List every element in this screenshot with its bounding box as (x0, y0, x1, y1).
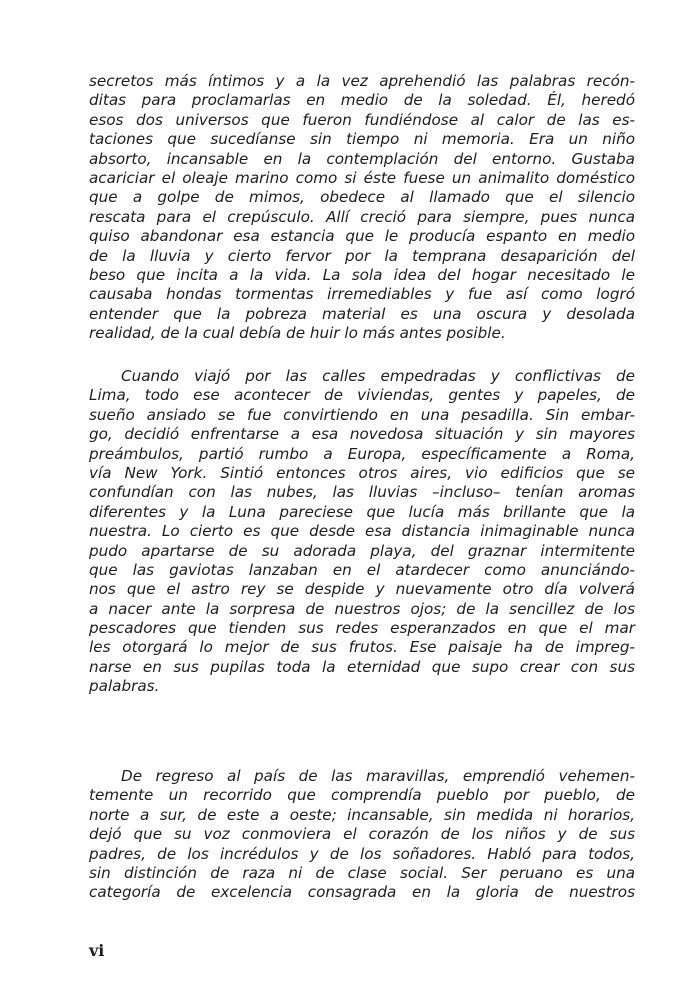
text-line: rescata para el crepúsculo. Allí creció para siempre, pues nunca (89, 207, 635, 226)
page-number: vi (89, 941, 105, 960)
text-line: taciones que sucedíanse sin tiempo ni memoria. Era un niño (89, 130, 635, 149)
text-line: acariciar el oleaje marino como si éste fuese un animalito doméstico (89, 168, 635, 187)
text-line: absorto, incansable en la contemplación del entorno. Gustaba (89, 149, 635, 168)
text-line: secretos más íntimos y a la vez aprehendió las palabras recón- (89, 72, 635, 90)
text-line: diferentes y la Luna pareciese que lucía más brillante que la (89, 502, 635, 521)
text-line: nos que el astro rey se despide y nuevamente otro día volverá (89, 580, 635, 599)
paragraph-2 (89, 367, 635, 697)
text-line: narse en sus pupilas toda la eternidad que supo crear con sus (89, 657, 635, 676)
text-line: que a golpe de mimos, obedece al llamado que el silencio (89, 188, 635, 207)
text-line: beso que incita a la vida. La sola idea del hogar necesitado le (89, 265, 635, 284)
text-line: causaba hondas tormentas irremediables y fue así como logró (89, 285, 635, 304)
text-line: sin distinción de raza ni de clase social. Ser peruano es una (89, 863, 635, 882)
text-line: padres, de los incrédulos y de los soñadores. Habló para todos, (89, 844, 635, 863)
text-line: a nacer ante la sorpresa de nuestros ojos; de la sencillez de los (89, 599, 635, 618)
text-line: realidad, de la cual debía de huir lo más antes posible. (89, 324, 506, 343)
text-line: norte a sur, de este a oeste; incansable, sin medida ni horarios, (89, 805, 635, 824)
text-line: les otorgará lo mejor de sus frutos. Ese paisaje ha de impreg- (89, 638, 635, 657)
text-line: que las gaviotas lanzaban en el atardecer como anunciándo- (89, 560, 635, 579)
text-line: De regreso al país de las maravillas, emprendió vehemen- (121, 767, 635, 785)
text-line: pudo apartarse de su adorada playa, del graznar intermitente (89, 541, 635, 560)
text-line: nuestra. Lo cierto es que desde esa distancia inimaginable nunca (89, 522, 635, 541)
text-line: quiso abandonar esa estancia que le producía espanto en medio (89, 227, 635, 246)
paragraph-1 (89, 72, 635, 343)
text-line: dejó que su voz conmoviera el corazón de los niños y de sus (89, 825, 635, 844)
text-line: vía New York. Sintió entonces otros aires, vio edificios que se (89, 463, 635, 482)
text-line: temente un recorrido que comprendía pueblo por pueblo, de (89, 786, 635, 805)
text-line: de la lluvia y cierto fervor por la temprana desaparición del (89, 246, 635, 265)
text-line: Lima, todo ese acontecer de viviendas, gentes y papeles, de (89, 386, 635, 405)
text-line: confundían con las nubes, las lluvias –incluso– tenían aromas (89, 483, 635, 502)
text-line: Cuando viajó por las calles empedradas y conflictivas de (121, 367, 635, 385)
text-line: esos dos universos que fueron fundiéndose al calor de las es- (89, 110, 635, 129)
text-line: preámbulos, partió rumbo a Europa, específicamente a Roma, (89, 444, 635, 463)
paragraph-3 (89, 767, 635, 903)
text-line: pescadores que tienden sus redes esperanzados en que el mar (89, 619, 635, 638)
text-line: ditas para proclamarlas en medio de la soledad. Él, heredó (89, 91, 635, 110)
text-line: sueño ansiado se fue convirtiendo en una pesadilla. Sin embar- (89, 405, 635, 424)
text-line: go, decidió enfrentarse a esa novedosa situación y sin mayores (89, 425, 635, 444)
text-line: categoría de excelencia consagrada en la gloria de nuestros (89, 883, 635, 902)
text-line: palabras. (89, 677, 160, 696)
text-line: entender que la pobreza material es una oscura y desolada (89, 304, 635, 323)
